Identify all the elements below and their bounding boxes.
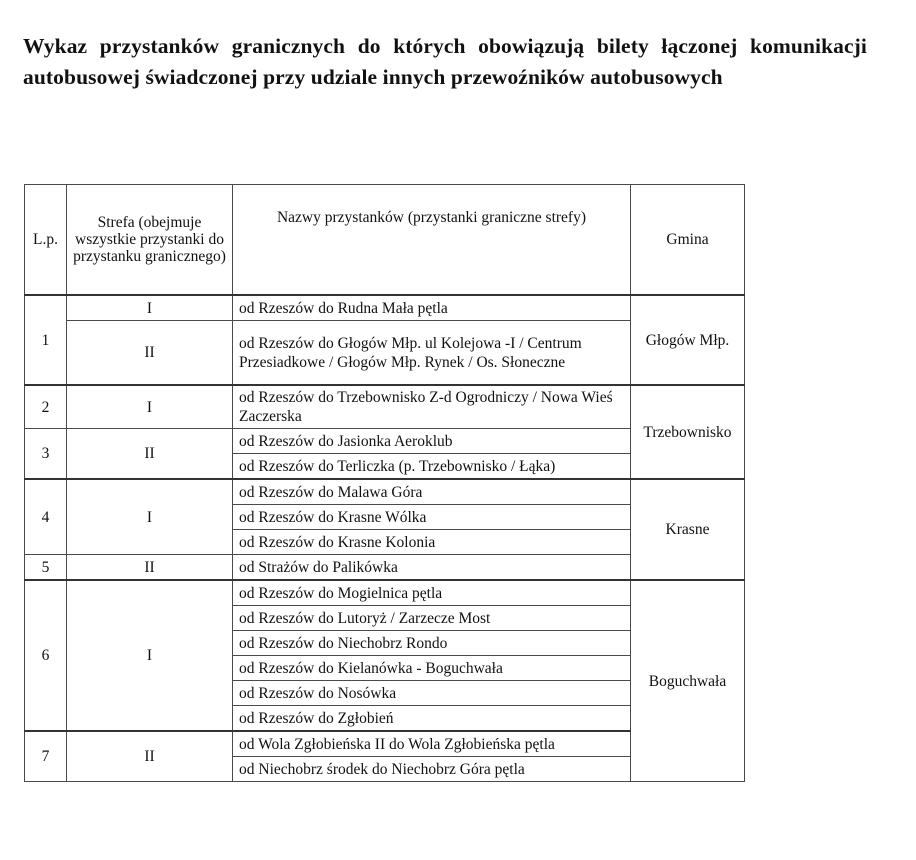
stop-name-cell: od Rzeszów do Jasionka Aeroklub [233,429,631,454]
strefa-cell: II [67,429,233,480]
table-row [25,385,745,429]
lp-cell: 6 [25,580,67,731]
stop-name-cell: od Rzeszów do Terliczka (p. Trzebownisko / Łąka) [233,454,631,480]
document-title: Wykaz przystanków granicznych do których obowiązują bilety łączonej komunikacji autobusowej świadczonej przy udziale innych przewoźników autobusowych [23,34,867,89]
strefa-cell: II [67,321,233,386]
header-lp: L.p. [25,185,67,296]
stop-name-cell: od Rzeszów do Mogielnica pętla [233,580,631,606]
stop-name-cell: od Rzeszów do Lutoryż / Zarzecze Most [233,606,631,631]
stop-name-cell: od Wola Zgłobieńska II do Wola Zgłobieńska pętla [233,731,631,757]
stop-name-cell: od Rzeszów do Malawa Góra [233,479,631,505]
lp-cell: 3 [25,429,67,480]
table-row [25,295,745,321]
stop-name-cell: od Rzeszów do Kielanówka - Boguchwała [233,656,631,681]
gmina-cell-boguchwala: Boguchwała [631,580,745,782]
header-strefa: Strefa (obejmuje wszystkie przystanki do przystanku granicznego) [67,185,233,296]
stop-name-cell: od Strażów do Palikówka [233,555,631,581]
stop-name-cell: od Rzeszów do Trzebownisko Z-d Ogrodniczy / Nowa Wieś Zaczerska [233,385,631,429]
strefa-cell: I [67,295,233,321]
table-header-row [25,185,745,296]
gmina-cell-krasne: Krasne [631,479,745,580]
strefa-cell: II [67,731,233,782]
strefa-cell: I [67,580,233,731]
lp-cell: 1 [25,295,67,385]
strefa-cell: I [67,479,233,555]
gmina-cell-glogow: Głogów Młp. [631,295,745,385]
lp-cell: 7 [25,731,67,782]
gmina-cell-trzebownisko: Trzebownisko [631,385,745,479]
stop-name-cell: od Niechobrz środek do Niechobrz Góra pętla [233,757,631,782]
strefa-cell: II [67,555,233,581]
header-nazwy: Nazwy przystanków (przystanki graniczne strefy) [233,185,631,296]
lp-cell: 5 [25,555,67,581]
header-gmina: Gmina [631,185,745,296]
stop-name-cell: od Rzeszów do Niechobrz Rondo [233,631,631,656]
lp-cell: 4 [25,479,67,555]
table-row [25,479,745,505]
table-row [25,580,745,606]
stop-name-cell: od Rzeszów do Nosówka [233,681,631,706]
stop-name-cell: od Rzeszów do Zgłobień [233,706,631,732]
stop-name-cell: od Rzeszów do Rudna Mała pętla [233,295,631,321]
stops-table [24,184,745,782]
strefa-cell: I [67,385,233,429]
stop-name-cell: od Rzeszów do Krasne Wólka [233,505,631,530]
stop-name-cell: od Rzeszów do Głogów Młp. ul Kolejowa -I / Centrum Przesiadkowe / Głogów Młp. Rynek / Os. Słoneczne [233,321,631,386]
stop-name-cell: od Rzeszów do Krasne Kolonia [233,530,631,555]
lp-cell: 2 [25,385,67,429]
